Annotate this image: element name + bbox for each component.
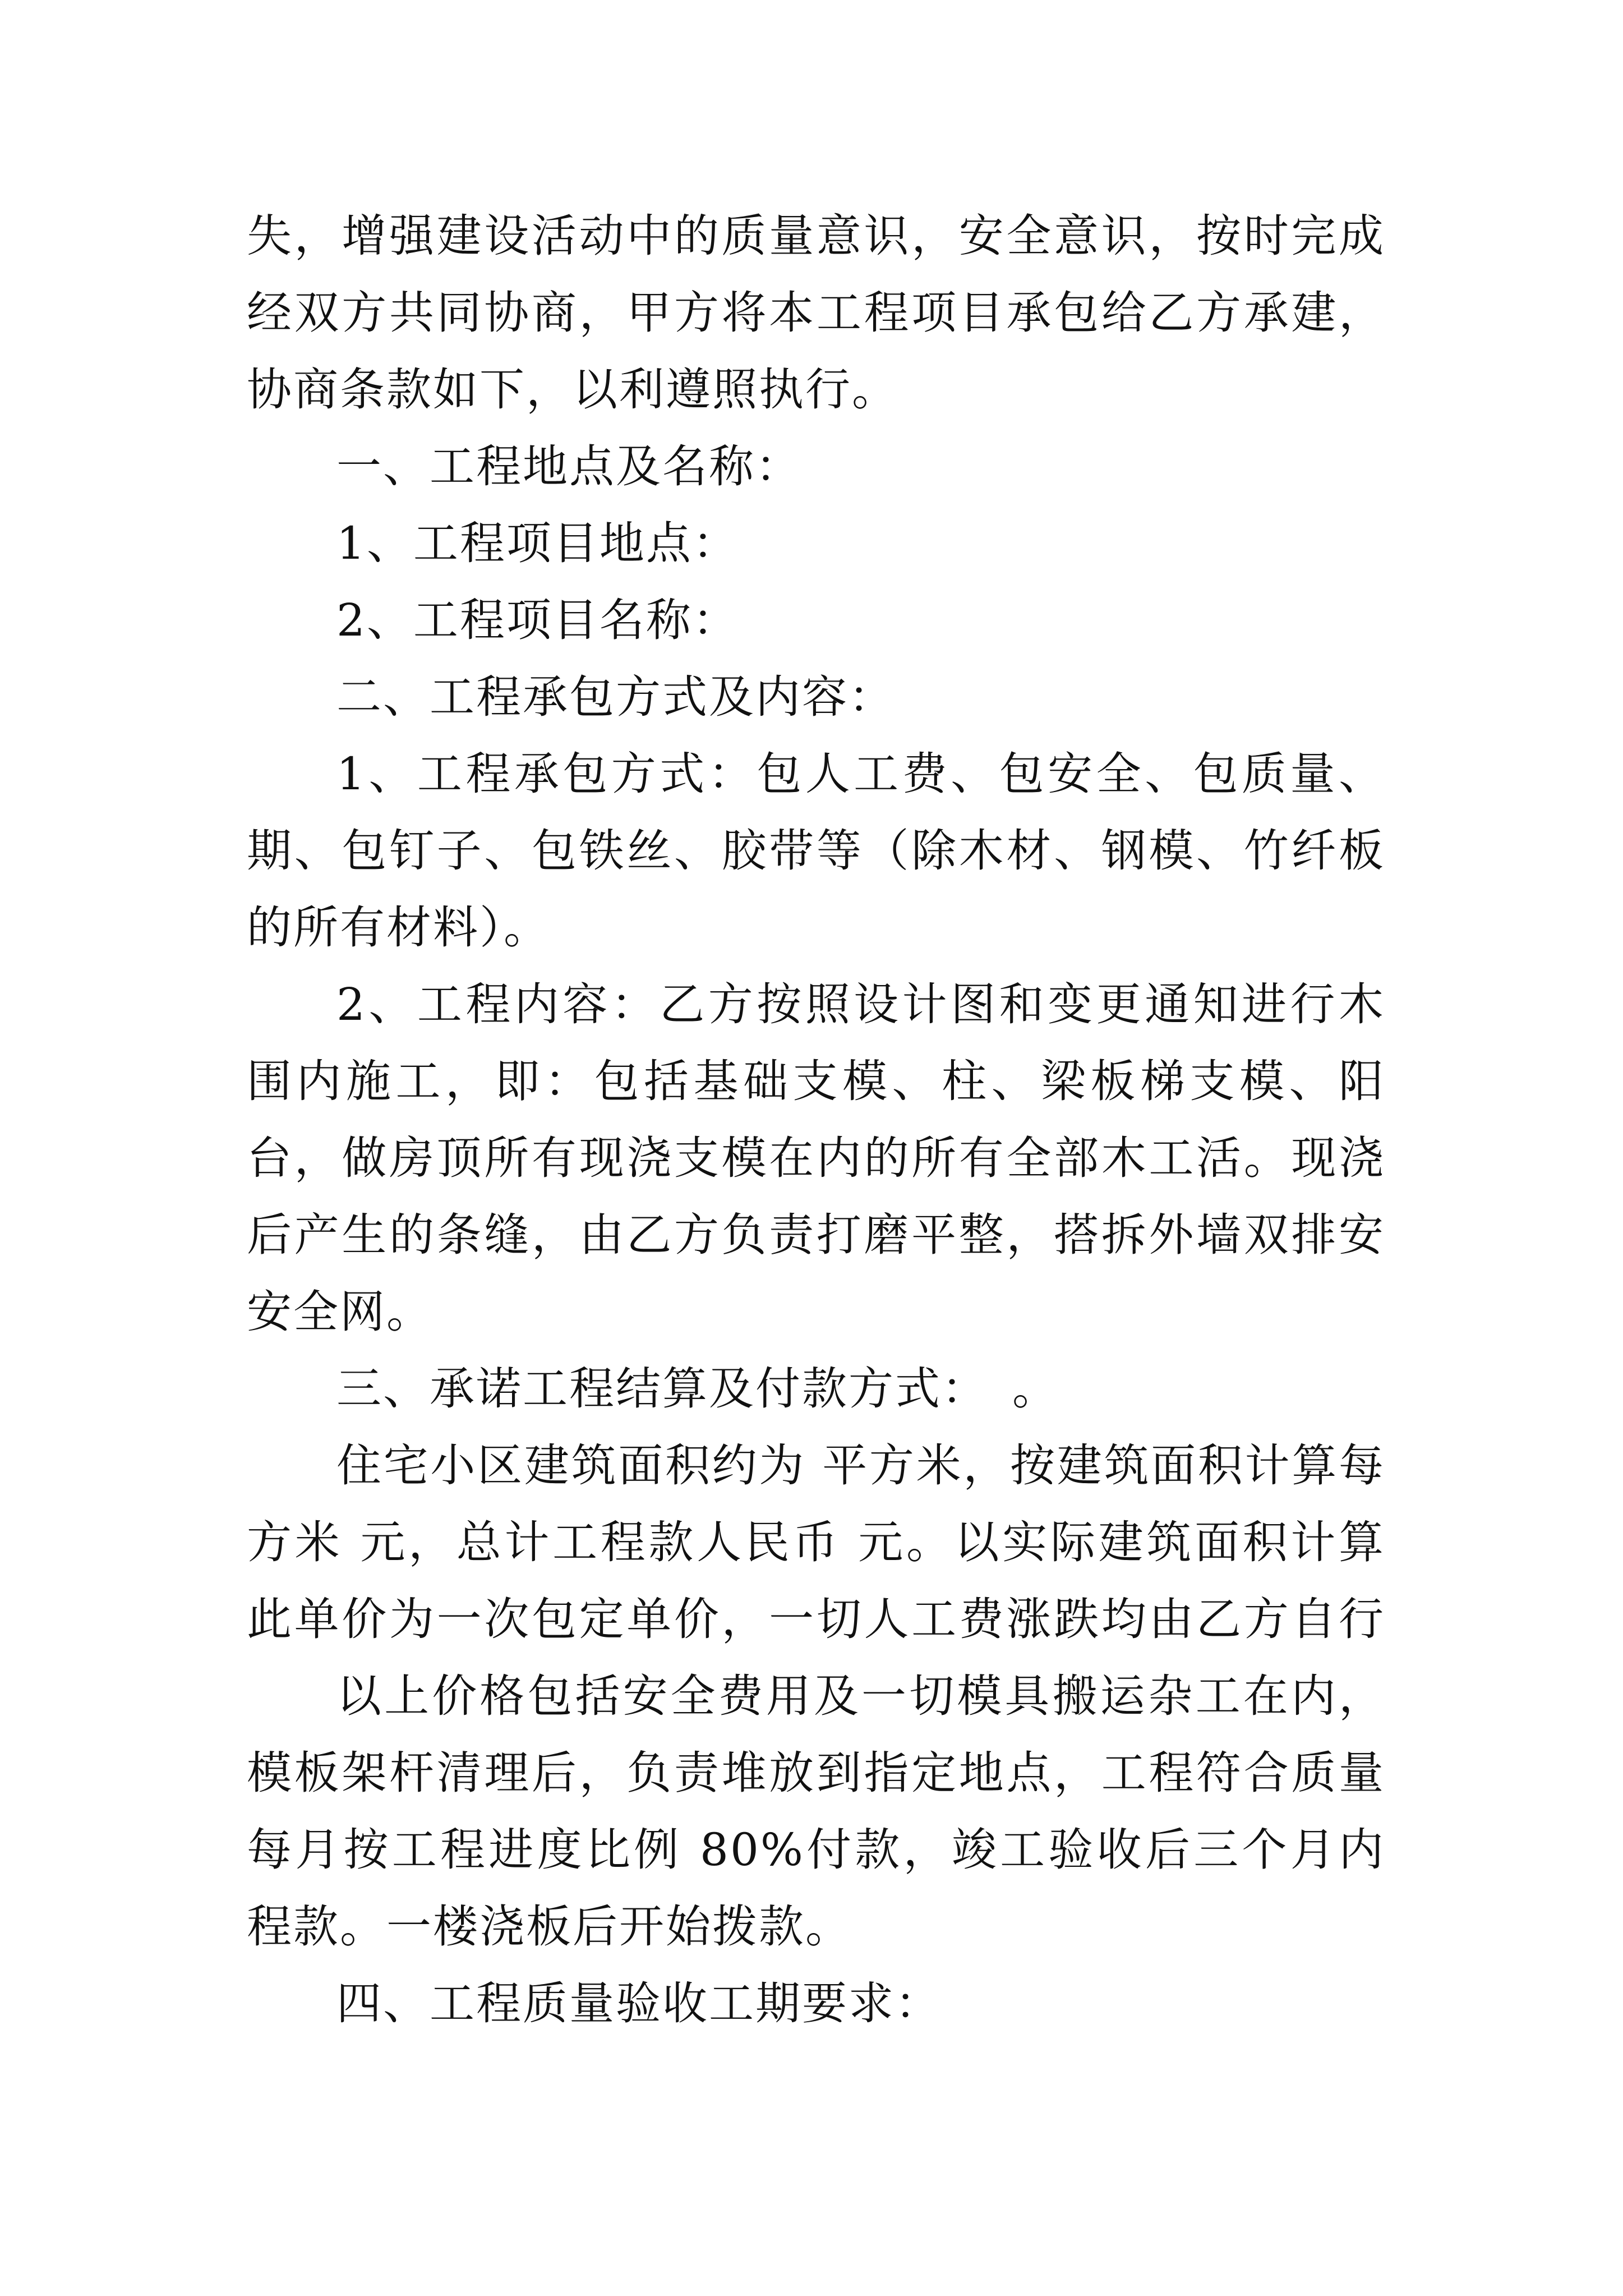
paragraph-line: 围内施工，即：包括基础支模、柱、梁板梯支模、阳: [247, 1055, 1385, 1107]
paragraph-line: 失，增强建设活动中的质量意识，安全意识，按时完成: [247, 210, 1385, 262]
item-project-name: 2、工程项目名称：: [336, 594, 739, 646]
section-heading-1: 一、工程地点及名称：: [336, 440, 802, 493]
paragraph-line: 程款。一楼浇板后开始拨款。: [247, 1901, 852, 1953]
section-heading-2: 二、工程承包方式及内容：: [336, 671, 895, 723]
paragraph-line: 的所有材料）。: [247, 901, 550, 954]
paragraph-line: 模板架杆清理后，负责堆放到指定地点，工程符合质量: [247, 1747, 1385, 1799]
paragraph-line: 2、工程内容：乙方按照设计图和变更通知进行木: [336, 978, 1385, 1030]
paragraph-line: 协商条款如下，以利遵照执行。: [247, 364, 898, 416]
paragraph-line: 经双方共同协商，甲方将本工程项目承包给乙方承建，: [247, 287, 1385, 339]
paragraph-line: 以上价格包括安全费用及一切模具搬运杂工在内，: [336, 1670, 1385, 1722]
paragraph-line: 台，做房顶所有现浇支模在内的所有全部木工活。现浇: [247, 1132, 1385, 1184]
paragraph-line: 此单价为一次包定单价，一切人工费涨跌均由乙方自行: [247, 1593, 1385, 1645]
paragraph-line: 方米 元，总计工程款人民币 元。以实际建筑面积计算: [247, 1516, 1385, 1568]
item-project-location: 1、工程项目地点：: [336, 517, 739, 569]
document-page: [247, 197, 1385, 2042]
section-heading-4: 四、工程质量验收工期要求：: [336, 1977, 942, 2030]
paragraph-line: 每月按工程进度比例 80%付款，竣工验收后三个月内: [247, 1824, 1385, 1876]
section-heading-3: 三、承诺工程结算及付款方式： 。: [336, 1363, 1059, 1415]
paragraph-line: 住宅小区建筑面积约为 平方米，按建筑面积计算每: [336, 1439, 1385, 1492]
paragraph-line: 安全网。: [247, 1286, 433, 1338]
paragraph-line: 期、包钉子、包铁丝、胶带等（除木材、钢模、竹纤板: [247, 825, 1385, 877]
paragraph-line: 后产生的条缝，由乙方负责打磨平整，搭拆外墙双排安: [247, 1209, 1385, 1261]
paragraph-line: 1、工程承包方式：包人工费、包安全、包质量、: [336, 748, 1385, 800]
